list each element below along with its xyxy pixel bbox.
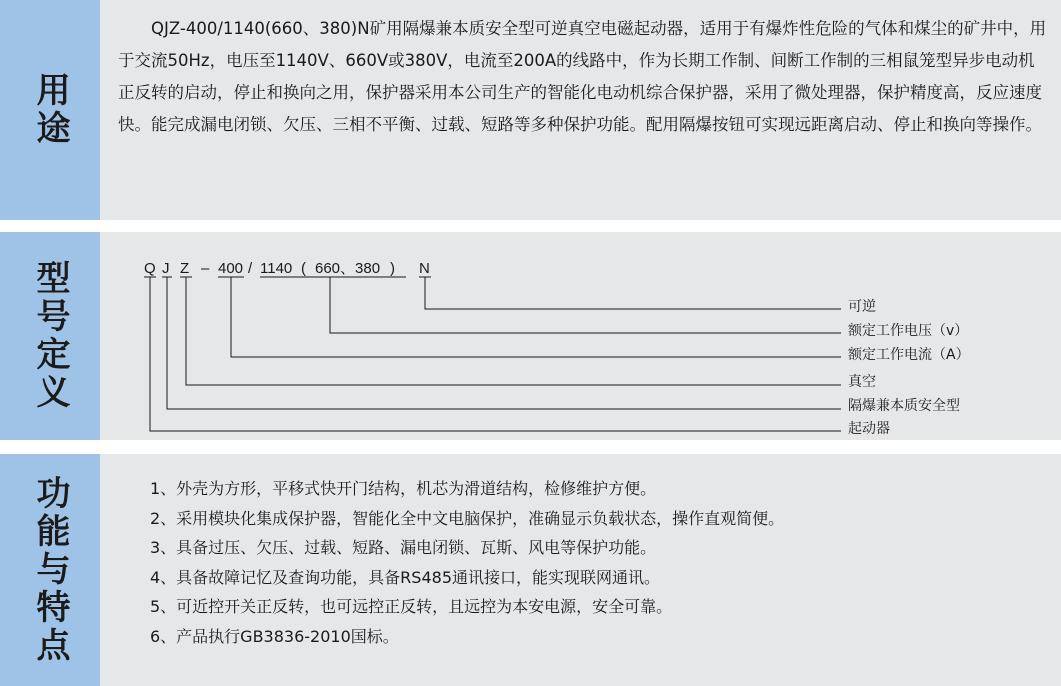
leader-z bbox=[186, 277, 841, 385]
code-n: N bbox=[419, 260, 430, 277]
code-current: 400 bbox=[218, 260, 244, 277]
code-q: Q bbox=[144, 260, 156, 277]
leader-n bbox=[425, 277, 841, 309]
label-rated-voltage: 额定工作电压（v） bbox=[848, 323, 969, 339]
features-sidebar bbox=[0, 454, 100, 686]
usage-title: 用途 bbox=[30, 72, 70, 148]
label-vacuum: 真空 bbox=[848, 374, 876, 390]
code-open-paren: ( bbox=[301, 260, 306, 277]
label-starter: 起动器 bbox=[848, 421, 890, 437]
label-rated-current: 额定工作电流（A） bbox=[848, 347, 970, 363]
code-close-paren: ) bbox=[390, 260, 395, 277]
feature-item: 5、可近控开关正反转，也可远控正反转，且远控为本安电源，安全可靠。 bbox=[150, 597, 673, 617]
model-diagram bbox=[100, 232, 1061, 440]
code-slash: / bbox=[248, 260, 253, 277]
features-content bbox=[100, 454, 1061, 686]
model-section bbox=[0, 232, 1061, 440]
code-j: J bbox=[162, 260, 170, 277]
label-reversible: 可逆 bbox=[848, 299, 876, 315]
usage-sidebar bbox=[0, 0, 100, 220]
label-explosion-proof: 隔爆兼本质安全型 bbox=[848, 398, 960, 414]
model-title: 型号定义 bbox=[30, 260, 70, 412]
usage-section bbox=[0, 0, 1061, 220]
features-section bbox=[0, 454, 1061, 686]
usage-text: QJZ-400/1140(660、380)N矿用隔爆兼本质安全型可逆真空电磁起动器，适用于有爆炸性危险的气体和煤尘的矿井中，用于交流50Hz，电压至1140V、660V或380V，电流至200A的线路中，作为长期工作制、间断工作制的三相鼠笼型异步电动机正反转的启动，停止和换向之用，保护器采用本公司生产的智能化电动机综合保护器，采用了微处理器，保护精度高，反应速度快。能完成漏电闭锁、欠压、三相不平衡、过载、短路等多种保护功能。配用隔爆按钮可实现远距离启动、停止和换向等操作。 bbox=[118, 19, 1047, 134]
code-z: Z bbox=[180, 260, 190, 277]
features-title: 功能与特点 bbox=[30, 475, 70, 665]
leader-j bbox=[167, 277, 841, 409]
leader-voltage bbox=[330, 277, 841, 333]
leader-q bbox=[150, 277, 841, 431]
feature-item: 1、外壳为方形，平移式快开门结构，机芯为滑道结构，检修维护方便。 bbox=[150, 479, 657, 498]
feature-item: 2、采用模块化集成保护器，智能化全中文电脑保护，准确显示负载状态，操作直观简便。 bbox=[150, 508, 785, 528]
model-content bbox=[100, 232, 1061, 440]
model-sidebar bbox=[0, 232, 100, 440]
code-voltages: 660、380 bbox=[315, 260, 381, 277]
code-voltage: 1140 bbox=[260, 260, 293, 277]
leader-current bbox=[231, 277, 841, 357]
usage-content bbox=[100, 0, 1061, 220]
feature-item: 6、产品执行GB3836-2010国标。 bbox=[150, 626, 399, 646]
feature-item: 3、具备过压、欠压、过载、短路、漏电闭锁、瓦斯、风电等保护功能。 bbox=[150, 538, 657, 558]
features-list bbox=[118, 474, 1047, 652]
code-dash: – bbox=[201, 260, 210, 277]
feature-item: 4、具备故障记忆及查询功能，具备RS485通讯接口，能实现联网通讯。 bbox=[150, 567, 660, 587]
